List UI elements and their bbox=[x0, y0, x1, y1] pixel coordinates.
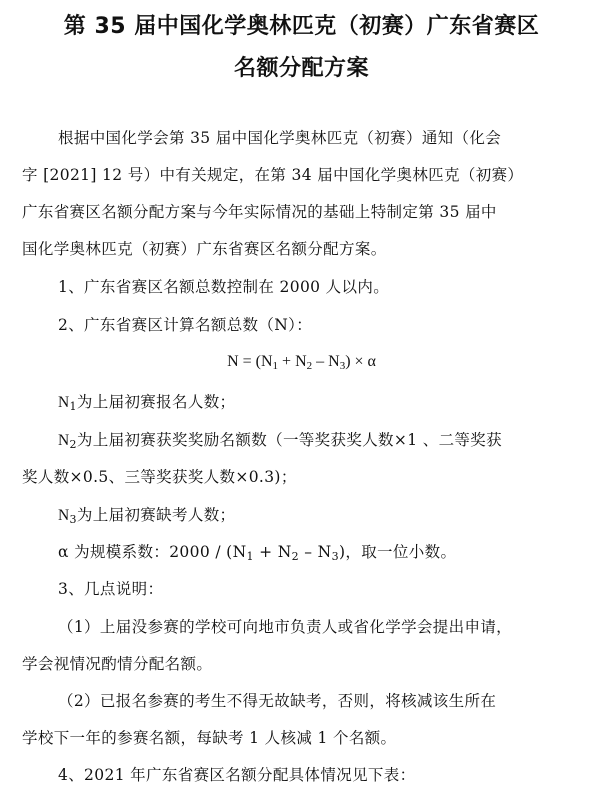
intro-line-4: 国化学奥林匹克（初赛）广东省赛区名额分配方案。 bbox=[22, 240, 387, 258]
definition-n1: $N_1$为上届初赛报名人数； bbox=[58, 393, 236, 413]
note-1-line-2: 学会视情况酌情分配名额。 bbox=[22, 655, 213, 673]
note-1-line-1: （1）上届没参赛的学校可向地市负责人或省化学学会提出申请， bbox=[58, 618, 513, 636]
intro-line-3: 广东省赛区名额分配方案与今年实际情况的基础上特制定第 35 届中 bbox=[22, 203, 497, 221]
definition-alpha: α 为规模系数：$2000 / (N_1 + N_2 - N_3)$，取一位小数。 bbox=[58, 543, 457, 563]
note-2-line-2: 学校下一年的参赛名额，每缺考 1 人核减 1 个名额。 bbox=[22, 729, 397, 747]
definition-n3: $N_3$为上届初赛缺考人数； bbox=[58, 506, 236, 526]
intro-line-2: 字 [2021] 12 号）中有关规定，在第 34 届中国化学奥林匹克（初赛） bbox=[22, 166, 524, 184]
intro-line-1: 根据中国化学会第 35 届中国化学奥林匹克（初赛）通知（化会 bbox=[58, 129, 502, 147]
document-title-line-1: 第 35 届中国化学奥林匹克（初赛）广东省赛区 bbox=[63, 14, 540, 39]
definition-n2-continued: 奖人数×0.5、三等奖获奖人数×0.3)； bbox=[22, 468, 297, 486]
item-3-notes-heading: 3、几点说明： bbox=[58, 580, 164, 598]
document-title-line-2: 名额分配方案 bbox=[233, 56, 369, 81]
definition-n2: $N_2$为上届初赛获奖奖励名额数（一等奖获奖人数×1 、二等奖获 bbox=[58, 431, 502, 451]
item-2-quota-calc: 2、广东省赛区计算名额总数（N）： bbox=[58, 316, 313, 334]
quota-formula: $N = (N_1 + N_2 - N_3) \times \alpha$ bbox=[227, 353, 376, 372]
item-4-allocation-table-intro: 4、2021 年广东省赛区名额分配具体情况见下表： bbox=[58, 766, 416, 784]
item-1-quota-limit: 1、广东省赛区名额总数控制在 2000 人以内。 bbox=[58, 278, 390, 296]
note-2-line-1: （2）已报名参赛的考生不得无故缺考，否则，将核减该生所在 bbox=[58, 692, 497, 710]
